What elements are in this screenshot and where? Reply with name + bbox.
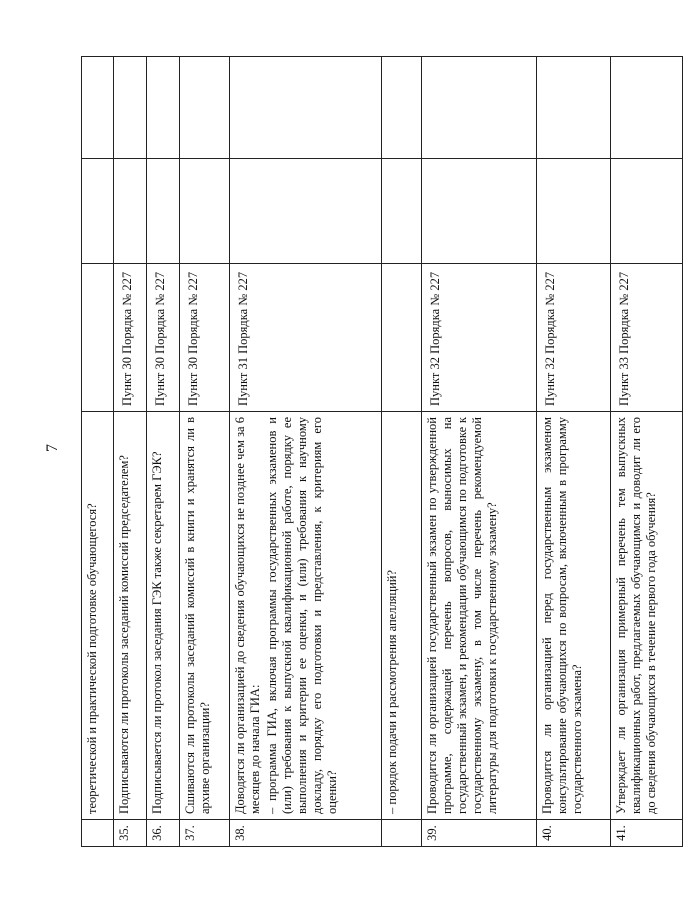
table-row [537, 57, 611, 847]
table-row [611, 57, 683, 847]
empty-cell [537, 57, 611, 159]
question-cell: Проводится ли организацией перед государственным экзаменом консультирование обучающихся по вопросам, включенным в программу государственного экзамена? [537, 412, 611, 820]
row-number: 40. [537, 820, 611, 847]
question-text: Доводятся ли организацией до сведения обучающихся не позднее чем за 6 месяцев до начала ГИА: [233, 417, 262, 814]
row-number: 37. [180, 820, 230, 847]
table-row [180, 57, 230, 847]
row-number: 36. [147, 820, 180, 847]
empty-cell [382, 159, 422, 264]
table-row [230, 57, 382, 847]
empty-cell [114, 159, 147, 264]
question-cell: Сшиваются ли протоколы заседаний комиссий в книги и хранятся ли в архиве организации? [180, 412, 230, 820]
empty-cell [82, 159, 114, 264]
page-number: 7 [44, 444, 61, 452]
empty-cell [147, 57, 180, 159]
question-cell: теоретической и практической подготовке обучающегося? [82, 412, 114, 820]
empty-cell [611, 57, 683, 159]
empty-cell [180, 57, 230, 159]
table-row [422, 57, 537, 847]
question-cell: – порядок подачи и рассмотрения апелляций? [382, 412, 422, 820]
question-cell: Проводится ли организацией государственный экзамен по утвержденной программе, содержащей перечень вопросов, выносимых на государственный экзамен, и рекомендации обучающимся по подготовке к государственному экзамену, в том числе перечень рекомендуемой литературы для подготовки к государственному экзамену? [422, 412, 537, 820]
empty-cell [230, 57, 382, 159]
reference-cell: Пункт 31 Порядка № 227 [230, 264, 382, 412]
empty-cell [537, 159, 611, 264]
row-number [382, 820, 422, 847]
checklist-page [81, 57, 658, 847]
reference-cell: Пункт 30 Порядка № 227 [114, 264, 147, 412]
row-number: 35. [114, 820, 147, 847]
row-number [82, 820, 114, 847]
checklist-table [81, 56, 683, 847]
question-cell: Утверждает ли организация примерный перечень тем выпускных квалификационных работ, предлагаемых обучающимся и доводит ли его до сведения обучающихся в течение первого года обучения? [611, 412, 683, 820]
table-row [114, 57, 147, 847]
reference-cell: Пункт 32 Порядка № 227 [537, 264, 611, 412]
reference-cell: Пункт 30 Порядка № 227 [147, 264, 180, 412]
empty-cell [114, 57, 147, 159]
row-number: 41. [611, 820, 683, 847]
empty-cell [422, 159, 537, 264]
empty-cell [230, 159, 382, 264]
empty-cell [611, 159, 683, 264]
table-row [82, 57, 114, 847]
question-cell [230, 412, 382, 820]
reference-cell [82, 264, 114, 412]
table-row [147, 57, 180, 847]
question-cell: Подписывается ли протокол заседания ГЭК также секретарем ГЭК? [147, 412, 180, 820]
empty-cell [382, 57, 422, 159]
question-cell: Подписываются ли протоколы заседаний комиссий председателем? [114, 412, 147, 820]
table-row [382, 57, 422, 847]
row-number: 38. [230, 820, 382, 847]
empty-cell [180, 159, 230, 264]
reference-cell [382, 264, 422, 412]
empty-cell [422, 57, 537, 159]
empty-cell [147, 159, 180, 264]
reference-cell: Пункт 30 Порядка № 227 [180, 264, 230, 412]
reference-cell: Пункт 33 Порядка № 227 [611, 264, 683, 412]
empty-cell [82, 57, 114, 159]
question-subitem: – программа ГИА, включая программы государственных экзаменов и (или) требования к выпускной квалификационной работе, порядку ее выполнения и критерии ее оценки, и (или) требования к научному докладу, порядку его подготовки и представления, к критериям его оценки? [265, 417, 339, 814]
row-number: 39. [422, 820, 537, 847]
reference-cell: Пункт 32 Порядка № 227 [422, 264, 537, 412]
